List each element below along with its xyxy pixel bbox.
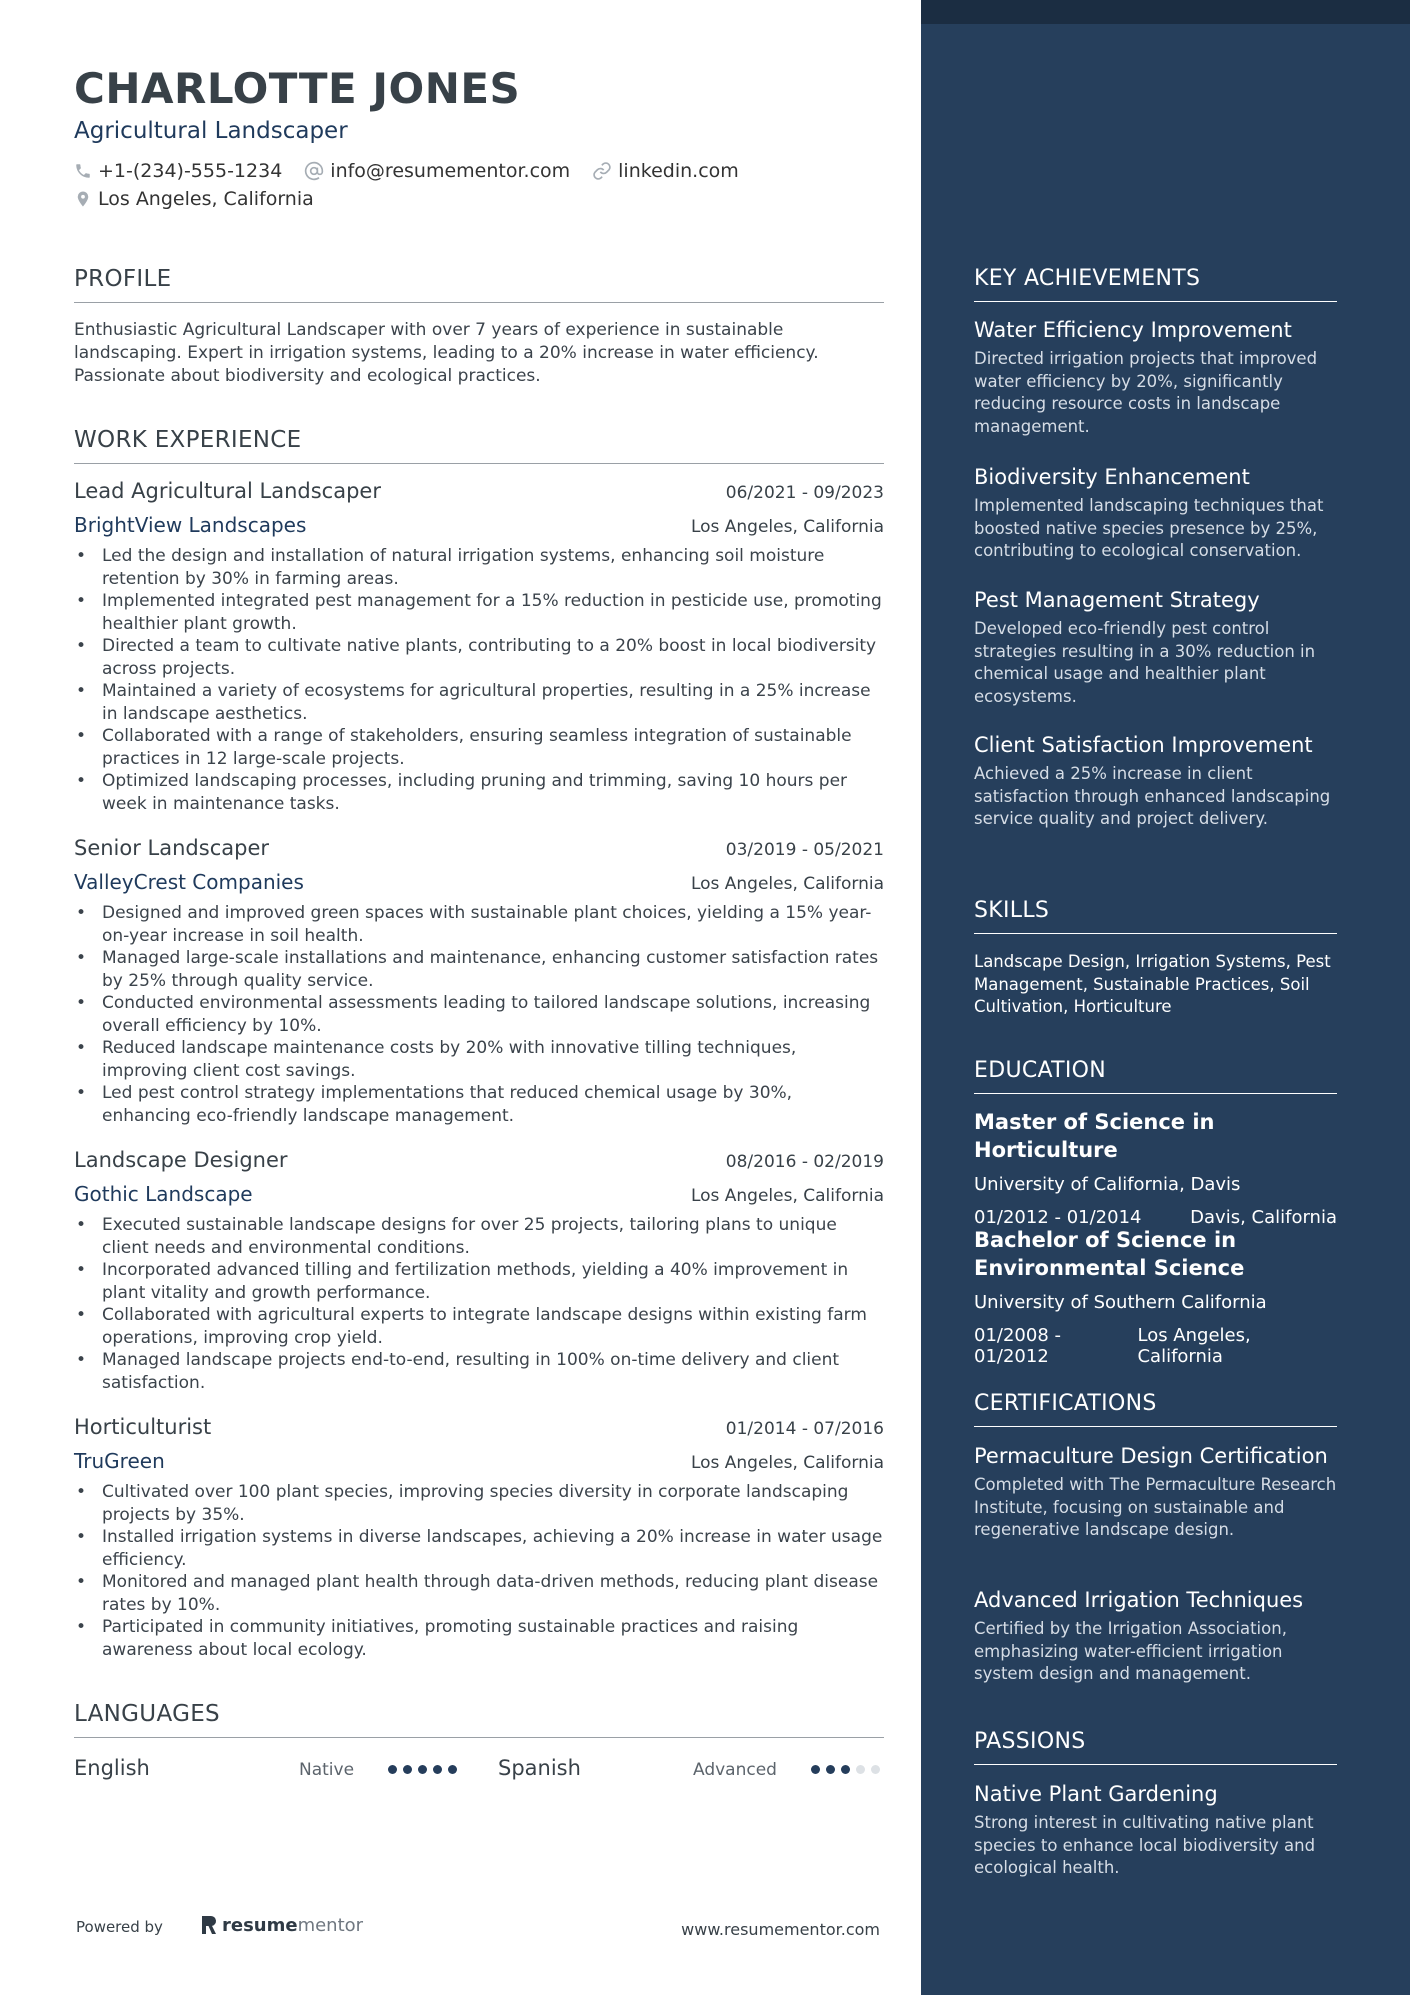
rating-dot-empty	[871, 1765, 880, 1774]
certification-item	[974, 1442, 1337, 1542]
phone-text: +1-(234)-555-1234	[98, 160, 283, 182]
bullet-item: • Monitored and managed plant health through data-driven methods, reducing plant disease rates by 10%.	[74, 1571, 884, 1616]
bullet-item: • Incorporated advanced tilling and fertilization methods, yielding a 40% improvement in plant vitality and growth performance.	[74, 1259, 884, 1304]
job-location: Los Angeles, California	[690, 517, 884, 537]
languages-heading: LANGUAGES	[74, 1701, 884, 1738]
powered-by-text: Powered by	[76, 1918, 163, 1936]
certifications-heading: CERTIFICATIONS	[974, 1391, 1337, 1427]
bullet-item: • Implemented integrated pest management for a 15% reduction in pesticide use, promoting healthier plant growth.	[74, 590, 884, 635]
bullet-item: • Executed sustainable landscape designs for over 25 projects, tailoring plans to unique client needs and environmental conditions.	[74, 1214, 884, 1259]
location-contact	[74, 188, 314, 210]
education-item	[974, 1226, 1337, 1367]
rating-dot-filled	[433, 1765, 442, 1774]
work-experience-heading: WORK EXPERIENCE	[74, 427, 884, 464]
bullet-item: • Managed landscape projects end-to-end, resulting in 100% on-time delivery and client satisfaction.	[74, 1349, 884, 1394]
profile-heading: PROFILE	[74, 266, 884, 303]
job-bullets	[74, 545, 884, 815]
rating-dot-filled	[826, 1765, 835, 1774]
bullet-item: • Cultivated over 100 plant species, improving species diversity in corporate landscaping projects by 35%.	[74, 1481, 884, 1526]
sidebar-top-band	[921, 0, 1410, 24]
rating-dot-filled	[811, 1765, 820, 1774]
bullet-item: • Optimized landscaping processes, including pruning and trimming, saving 10 hours per week in maintenance tasks.	[74, 770, 884, 815]
email-text[interactable]: info@resumementor.com	[330, 160, 571, 182]
language-name: English	[74, 1756, 150, 1780]
achievement-desc: Directed irrigation projects that improved water efficiency by 20%, significantly reducing resource costs in landscape management.	[974, 349, 1318, 436]
achievement-item	[974, 586, 1337, 708]
job-bullets	[74, 1214, 884, 1394]
bullet-item: • Collaborated with a range of stakeholders, ensuring seamless integration of sustainable practices in 12 large-scale projects.	[74, 725, 884, 770]
degree: Master of Science in Horticulture	[974, 1110, 1215, 1162]
achievement-item	[974, 463, 1337, 563]
job-dates: 06/2021 - 09/2023	[725, 483, 884, 503]
website-link[interactable]: www.resumementor.com	[681, 1920, 880, 1939]
job-title: Landscape Designer	[74, 1148, 288, 1172]
contact-row	[74, 160, 761, 182]
passion-title: Native Plant Gardening	[974, 1782, 1218, 1806]
job-company: ValleyCrest Companies	[74, 870, 304, 894]
job-bullets	[74, 902, 884, 1127]
passions-heading: PASSIONS	[974, 1729, 1337, 1765]
link-icon	[592, 161, 612, 181]
skills-text: Landscape Design, Irrigation Systems, Pest Management, Sustainable Practices, Soil Cultivation, Horticulture	[974, 952, 1331, 1016]
achievement-title: Biodiversity Enhancement	[974, 465, 1250, 489]
location-row	[74, 188, 336, 210]
bullet-item: • Participated in community initiatives, promoting sustainable practices and raising awareness about local ecology.	[74, 1616, 884, 1661]
achievement-title: Water Efficiency Improvement	[974, 318, 1292, 342]
rating-dot-filled	[448, 1765, 457, 1774]
language-rating	[388, 1765, 463, 1774]
bullet-item: • Conducted environmental assessments leading to tailored landscape solutions, increasing overall efficiency by 10%.	[74, 992, 884, 1037]
education-dates: 01/2012 - 01/2014	[974, 1207, 1142, 1228]
achievement-title: Pest Management Strategy	[974, 588, 1260, 612]
certification-desc: Certified by the Irrigation Association, emphasizing water-efficient irrigation system design and management.	[974, 1619, 1287, 1683]
job-dates: 01/2014 - 07/2016	[725, 1419, 884, 1439]
brand-light: mentor	[297, 1914, 364, 1936]
rating-dot-filled	[403, 1765, 412, 1774]
job-company: Gothic Landscape	[74, 1182, 253, 1206]
education-dates: 01/2008 - 01/2012	[974, 1325, 1061, 1367]
education-heading: EDUCATION	[974, 1058, 1337, 1094]
certification-title: Permaculture Design Certification	[974, 1444, 1328, 1468]
bullet-item: • Led pest control strategy implementations that reduced chemical usage by 30%, enhancing eco-friendly landscape management.	[74, 1082, 884, 1127]
job-company: BrightView Landscapes	[74, 513, 307, 537]
certification-desc: Completed with The Permaculture Research Institute, focusing on sustainable and regenerative landscape design.	[974, 1475, 1337, 1539]
achievement-desc: Implemented landscaping techniques that boosted native species presence by 25%, contributing to ecological conservation.	[974, 496, 1324, 560]
at-icon	[304, 161, 324, 181]
education-location: Los Angeles, California	[1137, 1325, 1251, 1367]
passion-desc: Strong interest in cultivating native plant species to enhance local biodiversity and ecological health.	[974, 1813, 1316, 1877]
school: University of Southern California	[974, 1292, 1267, 1313]
email-contact[interactable]	[304, 160, 570, 182]
brand-bold: resume	[222, 1914, 298, 1936]
bullet-item: • Directed a team to cultivate native plants, contributing to a 20% boost in local biodiversity across projects.	[74, 635, 884, 680]
job-title: Horticulturist	[74, 1415, 212, 1439]
job-location: Los Angeles, California	[690, 1453, 884, 1473]
job-dates: 08/2016 - 02/2019	[725, 1152, 884, 1172]
rating-dot-filled	[841, 1765, 850, 1774]
language-level: Native	[299, 1760, 355, 1780]
job-location: Los Angeles, California	[690, 874, 884, 894]
certification-title: Advanced Irrigation Techniques	[974, 1588, 1304, 1612]
achievement-item	[974, 731, 1337, 831]
candidate-name: CHARLOTTE JONES	[74, 64, 521, 113]
languages-row	[74, 1756, 884, 1784]
job-company: TruGreen	[74, 1449, 165, 1473]
job-entry	[74, 479, 884, 815]
job-title: Lead Agricultural Landscaper	[74, 479, 381, 503]
bullet-item: • Installed irrigation systems in diverse landscapes, achieving a 20% increase in water usage efficiency.	[74, 1526, 884, 1571]
job-entry	[74, 836, 884, 1127]
bullet-item: • Managed large-scale installations and maintenance, enhancing customer satisfaction rates by 25% through quality service.	[74, 947, 884, 992]
phone-contact	[74, 160, 282, 182]
resumementor-logo-icon	[200, 1914, 218, 1936]
education-location: Davis, California	[1190, 1207, 1337, 1228]
skills-heading: SKILLS	[974, 898, 1337, 934]
achievement-title: Client Satisfaction Improvement	[974, 733, 1313, 757]
bullet-item: • Maintained a variety of ecosystems for agricultural properties, resulting in a 25% increase in landscape aesthetics.	[74, 680, 884, 725]
degree: Bachelor of Science in Environmental Science	[974, 1228, 1245, 1280]
achievement-item	[974, 316, 1337, 438]
brand-logo[interactable]	[200, 1914, 363, 1936]
achievement-desc: Achieved a 25% increase in client satisfaction through enhanced landscaping service quality and project delivery.	[974, 764, 1331, 828]
job-entry	[74, 1148, 884, 1394]
candidate-role: Agricultural Landscaper	[74, 118, 348, 144]
certification-item	[974, 1586, 1337, 1686]
rating-dot-empty	[856, 1765, 865, 1774]
key-achievements-heading: KEY ACHIEVEMENTS	[974, 266, 1337, 302]
location-text: Los Angeles, California	[98, 188, 314, 210]
passion-item	[974, 1780, 1337, 1880]
language-level: Advanced	[693, 1760, 777, 1780]
main-column	[74, 0, 884, 1995]
profile-text: Enthusiastic Agricultural Landscaper with over 7 years of experience in sustainable landscaping. Expert in irrigation systems, leading to a 20% increase in water efficiency. Passionate about biodiversity and ecological practices.	[74, 320, 819, 386]
bullet-item: • Reduced landscape maintenance costs by 20% with innovative tilling techniques, improving client cost savings.	[74, 1037, 884, 1082]
phone-icon	[74, 162, 92, 180]
job-location: Los Angeles, California	[690, 1186, 884, 1206]
linkedin-text[interactable]: linkedin.com	[618, 160, 739, 182]
job-bullets	[74, 1481, 884, 1661]
job-dates: 03/2019 - 05/2021	[725, 840, 884, 860]
sidebar	[921, 0, 1410, 1995]
bullet-item: • Designed and improved green spaces with sustainable plant choices, yielding a 15% year-on-year increase in soil health.	[74, 902, 884, 947]
language-name: Spanish	[498, 1756, 581, 1780]
linkedin-contact[interactable]	[592, 160, 739, 182]
footer	[74, 1914, 884, 1944]
location-pin-icon	[74, 189, 92, 209]
job-title: Senior Landscaper	[74, 836, 269, 860]
education-item	[974, 1108, 1337, 1228]
language-rating	[811, 1765, 886, 1774]
school: University of California, Davis	[974, 1174, 1241, 1195]
bullet-item: • Led the design and installation of natural irrigation systems, enhancing soil moisture retention by 30% in farming areas.	[74, 545, 884, 590]
achievement-desc: Developed eco-friendly pest control strategies resulting in a 30% reduction in chemical usage and healthier plant ecosystems.	[974, 619, 1316, 706]
job-entry	[74, 1415, 884, 1661]
bullet-item: • Collaborated with agricultural experts to integrate landscape designs within existing farm operations, improving crop yield.	[74, 1304, 884, 1349]
rating-dot-filled	[418, 1765, 427, 1774]
rating-dot-filled	[388, 1765, 397, 1774]
